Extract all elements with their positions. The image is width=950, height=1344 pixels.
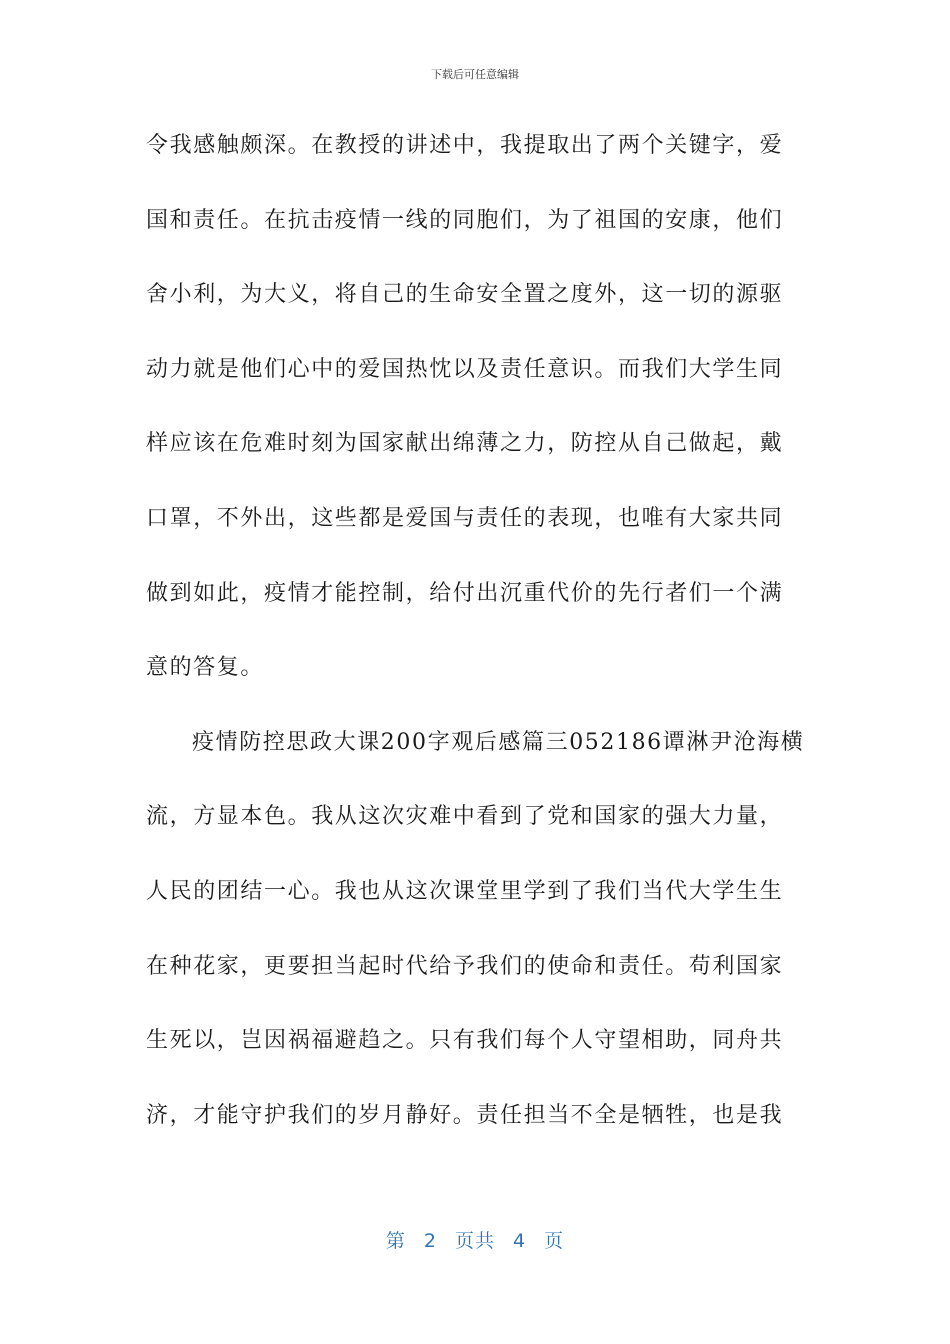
text-line: 生死以，岂因祸福避趋之。只有我们每个人守望相助，同舟共 [146,1028,784,1054]
text-line: 在种花家，更要担当起时代给予我们的使命和责任。苟利国家 [146,953,784,979]
footer-middle: 页共 [454,1230,495,1252]
footer-suffix: 页 [544,1230,565,1252]
section-heading-line: 疫情防控思政大课200字观后感篇三052186谭淋尹沧海横 [192,729,805,755]
text-line: 济，才能守护我们的岁月静好。责任担当不全是牺牲，也是我 [146,1102,784,1128]
text-line: 动力就是他们心中的爱国热忱以及责任意识。而我们大学生同 [146,356,784,382]
text-line: 国和责任。在抗击疫情一线的同胞们，为了祖国的安康，他们 [146,207,784,233]
text-line: 人民的团结一心。我也从这次课堂里学到了我们当代大学生生 [146,878,784,904]
text-line: 样应该在危难时刻为国家献出绵薄之力，防控从自己做起，戴 [146,431,784,457]
footer-prefix: 第 [385,1230,406,1252]
current-page-number: 2 [423,1230,437,1252]
page-header: 下载后可任意编辑 [431,68,519,81]
text-line: 做到如此，疫情才能控制，给付出沉重代价的先行者们一个满 [146,580,784,606]
body-text [146,126,805,1170]
total-page-count: 4 [513,1230,527,1252]
text-line: 意的答复。 [146,655,265,681]
text-line: 舍小利，为大义，将自己的生命安全置之度外，这一切的源驱 [146,282,784,308]
page-footer [0,1226,950,1253]
text-line: 令我感触颇深。在教授的讲述中，我提取出了两个关键字，爱 [146,133,784,158]
text-line: 流，方显本色。我从这次灾难中看到了党和国家的强大力量， [146,804,784,830]
text-line: 口罩，不外出，这些都是爱国与责任的表现，也唯有大家共同 [146,505,784,531]
